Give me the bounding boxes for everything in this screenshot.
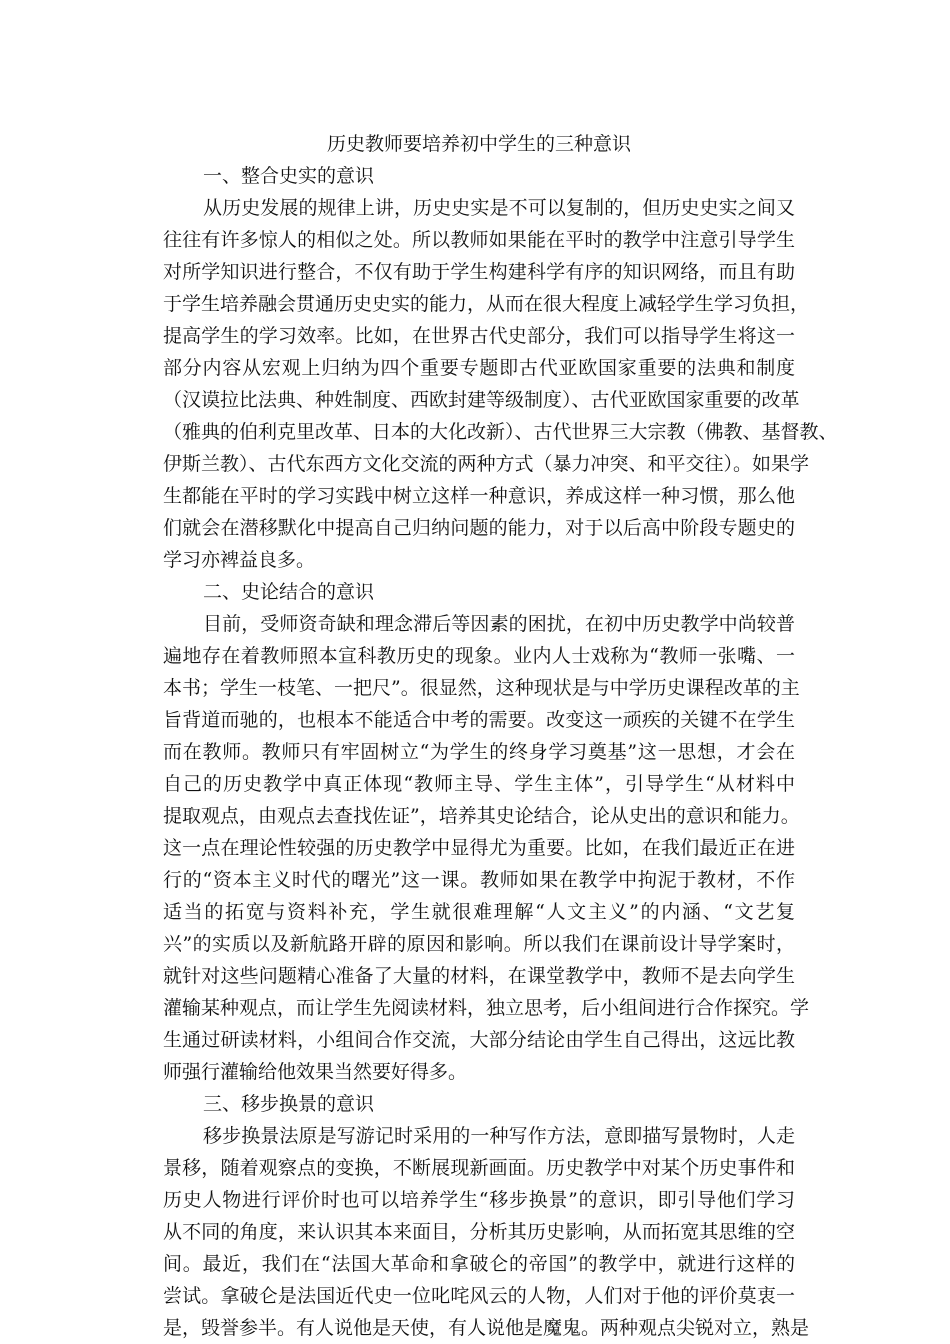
section-paragraph <box>163 192 838 576</box>
section-heading: 一、整合史实的意识 <box>203 165 375 187</box>
paragraph-line: 生通过研读材料，小组间合作交流，大部分结论由学生自己得出，这远比教 <box>163 1029 795 1051</box>
paragraph-line: 从历史发展的规律上讲，历史史实是不可以复制的，但历史史实之间又 <box>203 197 795 219</box>
section-heading: 二、史论结合的意识 <box>203 581 375 603</box>
paragraph-line: 是，毁誉参半。有人说他是天使，有人说他是魔鬼。两种观点尖锐对立，熟是 <box>163 1317 810 1339</box>
paragraph-line: 伊斯兰教）、古代东西方文化交流的两种方式（暴力冲突、和平交往）。如果学 <box>163 453 810 475</box>
paragraph-line: 兴”的实质以及新航路开辟的原因和影响。所以我们在课前设计导学案时， <box>163 933 795 955</box>
paragraph-line: 于学生培养融会贯通历史史实的能力，从而在很大程度上减轻学生学习负担， <box>163 293 810 315</box>
section-paragraph <box>163 608 810 1088</box>
document-title: 历史教师要培养初中学生的三种意识 <box>326 133 631 155</box>
document-body <box>163 128 838 1344</box>
paragraph-line: 间。最近，我们在“法国大革命和拿破仑的帝国”的教学中，就进行这样的 <box>163 1253 795 1275</box>
paragraph-line: 就针对这些问题精心准备了大量的材料，在课堂教学中，教师不是去向学生 <box>163 965 795 987</box>
section-heading: 三、移步换景的意识 <box>203 1093 375 1115</box>
paragraph-line: 景移，随着观察点的变换，不断展现新画面。历史教学中对某个历史事件和 <box>163 1157 795 1179</box>
paragraph-line: （汉谟拉比法典、种姓制度、西欧封建等级制度）、古代亚欧国家重要的改革 <box>163 389 800 411</box>
paragraph-line: 提取观点，由观点去查找佐证”，培养其史论结合，论从史出的意识和能力。 <box>163 805 800 827</box>
paragraph-line: 遍地存在着教师照本宣科教历史的现象。业内人士戏称为“教师一张嘴、一 <box>163 645 795 667</box>
paragraph-line: 生都能在平时的学习实践中树立这样一种意识，养成这样一种习惯，那么他 <box>163 485 795 507</box>
paragraph-line: 灌输某种观点，而让学生先阅读材料，独立思考，后小组间进行合作探究。学 <box>163 997 810 1019</box>
paragraph-line: 目前，受师资奇缺和理念滞后等因素的困扰，在初中历史教学中尚较普 <box>203 613 795 635</box>
document-sections <box>163 160 838 1344</box>
paragraph-line: 部分内容从宏观上归纳为四个重要专题即古代亚欧国家重要的法典和制度 <box>163 357 795 379</box>
paragraph-line: 适当的拓宽与资料补充，学生就很难理解“人文主义”的内涵、“文艺复 <box>163 901 795 923</box>
paragraph-line: 往往有许多惊人的相似之处。所以教师如果能在平时的教学中注意引导学生 <box>163 229 795 251</box>
paragraph-line: 们就会在潜移默化中提高自己归纳问题的能力，对于以后高中阶段专题史的 <box>163 517 795 539</box>
paragraph-line: 本书；学生一枝笔、一把尺”。很显然，这种现状是与中学历史课程改革的主 <box>163 677 800 699</box>
paragraph-line: 历史人物进行评价时也可以培养学生“移步换景”的意识，即引导他们学习 <box>163 1189 795 1211</box>
paragraph-line: 行的“资本主义时代的曙光”这一课。教师如果在教学中拘泥于教材，不作 <box>163 869 795 891</box>
paragraph-line: （雅典的伯利克里改革、日本的大化改新）、古代世界三大宗教（佛教、基督教、 <box>163 421 838 443</box>
paragraph-line: 自己的历史教学中真正体现“教师主导、学生主体”，引导学生“从材料中 <box>163 773 795 795</box>
paragraph-line: 对所学知识进行整合，不仅有助于学生构建科学有序的知识网络，而且有助 <box>163 261 795 283</box>
paragraph-line: 这一点在理论性较强的历史教学中显得尤为重要。比如，在我们最近正在进 <box>163 837 795 859</box>
paragraph-line: 师强行灌输给他效果当然要好得多。 <box>163 1061 468 1083</box>
paragraph-line: 学习亦裨益良多。 <box>163 549 316 571</box>
paragraph-line: 旨背道而驰的，也根本不能适合中考的需要。改变这一顽疾的关键不在学生 <box>163 709 795 731</box>
paragraph-line: 而在教师。教师只有牢固树立“为学生的终身学习奠基”这一思想，才会在 <box>163 741 795 763</box>
paragraph-line: 尝试。拿破仑是法国近代史一位叱咤风云的人物，人们对于他的评价莫衷一 <box>163 1285 795 1307</box>
paragraph-line: 提高学生的学习效率。比如，在世界古代史部分，我们可以指导学生将这一 <box>163 325 795 347</box>
paragraph-line: 从不同的角度，来认识其本来面目，分析其历史影响，从而拓宽其思维的空 <box>163 1221 795 1243</box>
paragraph-line: 移步换景法原是写游记时采用的一种写作方法，意即描写景物时，人走 <box>203 1125 795 1147</box>
section-paragraph <box>163 1120 810 1344</box>
